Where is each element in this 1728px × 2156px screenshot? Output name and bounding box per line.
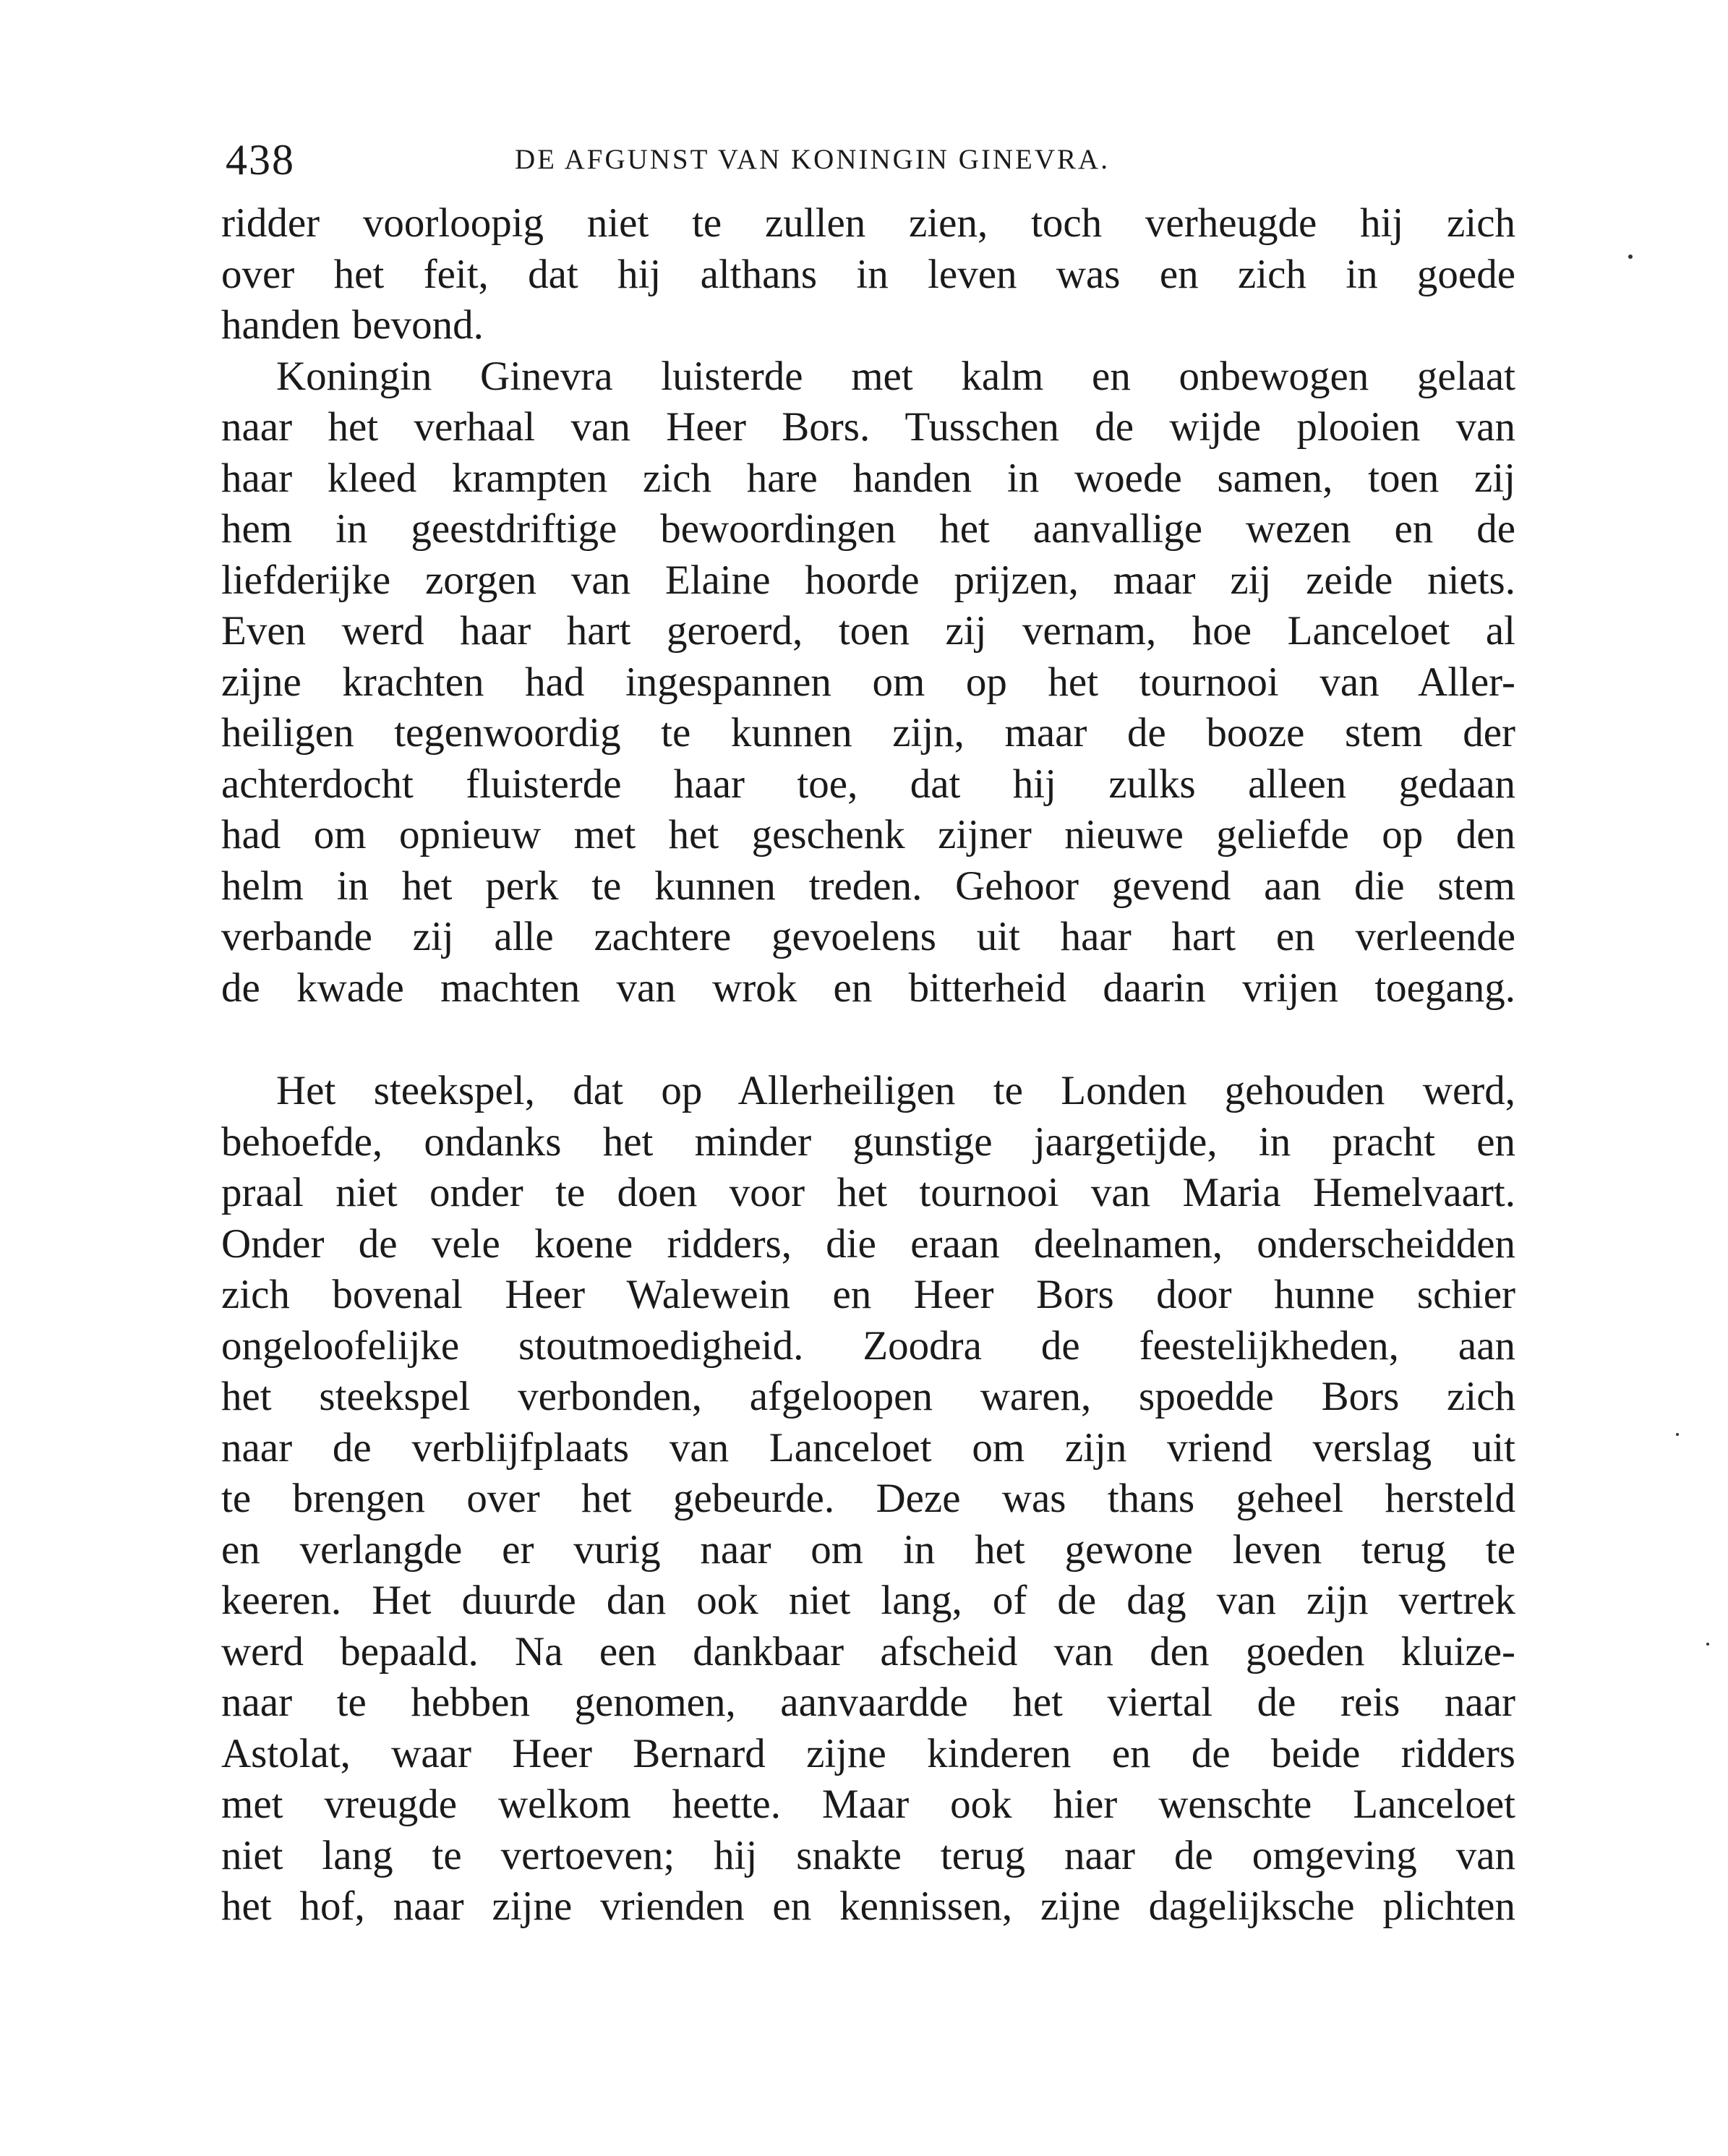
text-line: naar het verhaal van Heer Bors. Tusschen de wijde plooien van <box>221 404 1515 450</box>
text-line: Even werd haar hart geroerd, toen zij vernam, hoe Lanceloet al <box>221 608 1515 654</box>
scan-speck <box>1676 1433 1679 1436</box>
text-line: helm in het perk te kunnen treden. Gehoor gevend aan die stem <box>221 863 1515 909</box>
scan-speck <box>1628 254 1633 259</box>
text-line: zich bovenal Heer Walewein en Heer Bors door hunne schier <box>221 1272 1515 1317</box>
text-line: het steekspel verbonden, afgeloopen waren, spoedde Bors zich <box>221 1374 1515 1419</box>
paragraph-1 <box>221 198 1515 351</box>
text-line: over het feit, dat hij althans in leven was en zich in goede <box>221 251 1515 297</box>
text-line: heiligen tegenwoordig te kunnen zijn, maar de booze stem der <box>221 710 1515 756</box>
text-line: naar de verblijfplaats van Lanceloet om zijn vriend verslag uit <box>221 1424 1515 1471</box>
page-number: 438 <box>226 136 295 184</box>
paragraph-2 <box>221 351 1515 1014</box>
text-line: keeren. Het duurde dan ook niet lang, of de dag van zijn vertrek <box>221 1578 1515 1623</box>
text-line: had om opnieuw met het geschenk zijner nieuwe geliefde op den <box>221 812 1515 857</box>
text-line: Koningin Ginevra luisterde met kalm en onbewogen gelaat <box>276 353 1515 399</box>
text-line: handen bevond. <box>221 302 484 348</box>
scan-speck <box>1706 1643 1709 1646</box>
text-line: liefderijke zorgen van Elaine hoorde prijzen, maar zij zeide niets. <box>221 557 1515 603</box>
text-line: praal niet onder te doen voor het tournooi van Maria Hemelvaart. <box>221 1170 1515 1215</box>
text-line: met vreugde welkom heette. Maar ook hier wenschte Lanceloet <box>221 1781 1515 1827</box>
page-header <box>226 134 1515 185</box>
text-line: Astolat, waar Heer Bernard zijne kinderen en de beide ridders <box>221 1730 1515 1776</box>
text-line: Het steekspel, dat op Allerheiligen te Londen gehouden werd, <box>276 1068 1515 1113</box>
text-line: haar kleed krampten zich hare handen in woede samen, toen zij <box>221 455 1515 501</box>
text-line: niet lang te vertoeven; hij snakte terug naar de omgeving van <box>221 1832 1515 1878</box>
running-title: DE AFGUNST VAN KONINGIN GINEVRA. <box>515 144 1110 175</box>
text-line: ridder voorloopig niet te zullen zien, toch verheugde hij zich <box>221 200 1515 246</box>
body-text <box>221 198 1515 1933</box>
text-line: behoefde, ondanks het minder gunstige jaargetijde, in pracht en <box>221 1118 1515 1165</box>
text-line: de kwade machten van wrok en bitterheid daarin vrijen toegang. <box>221 964 1515 1011</box>
text-line: achterdocht fluisterde haar toe, dat hij zulks alleen gedaan <box>221 761 1515 807</box>
text-line: hem in geestdriftige bewoordingen het aanvallige wezen en de <box>221 506 1515 552</box>
text-line: het hof, naar zijne vrienden en kennissen, zijne dagelijksche plichten <box>221 1883 1515 1929</box>
text-line: zijne krachten had ingespannen om op het tournooi van Aller- <box>221 659 1515 705</box>
text-line: Onder de vele koene ridders, die eraan deelnamen, onderscheidden <box>221 1220 1515 1267</box>
text-line: te brengen over het gebeurde. Deze was thans geheel hersteld <box>221 1476 1515 1521</box>
text-line: werd bepaald. Na een dankbaar afscheid van den goeden kluize- <box>221 1628 1515 1674</box>
text-line: ongeloofelijke stoutmoedigheid. Zoodra de feestelijkheden, aan <box>221 1322 1515 1369</box>
section-break <box>221 1014 1515 1066</box>
text-line: verbande zij alle zachtere gevoelens uit haar hart en verleende <box>221 914 1515 959</box>
paragraph-3 <box>221 1066 1515 1933</box>
text-line: naar te hebben genomen, aanvaardde het viertal de reis naar <box>221 1680 1515 1725</box>
text-line: en verlangde er vurig naar om in het gewone leven terug te <box>221 1526 1515 1573</box>
